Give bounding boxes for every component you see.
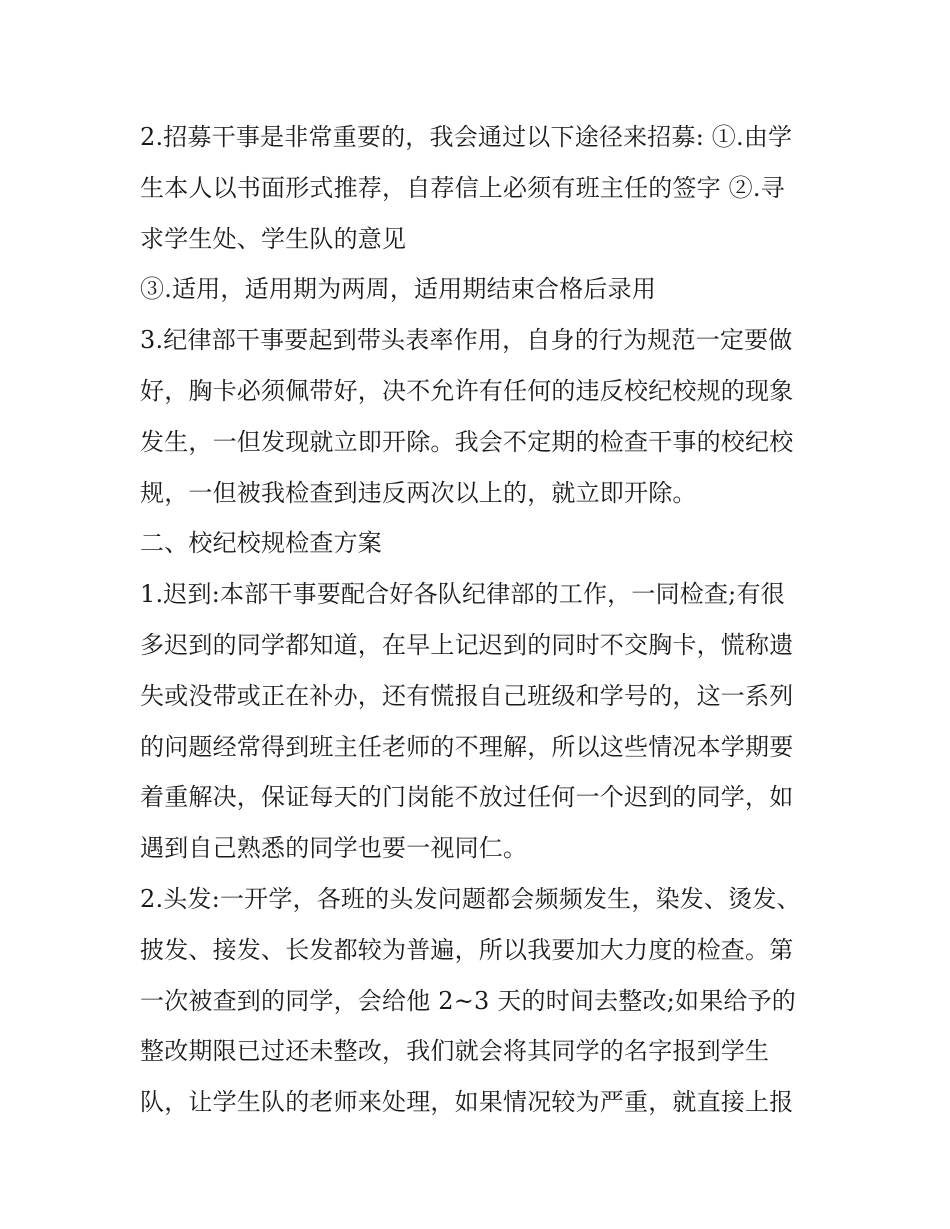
text-line: 遇到自己熟悉的同学也要一视同仁。 [140, 834, 528, 863]
section-heading: 二、校纪校规检查方案 [140, 529, 382, 558]
text-line: 着重解决，保证每天的门岗能不放过任何一个迟到的同学，如 [140, 783, 794, 812]
text-line: 好，胸卡必须佩带好，决不允许有任何的违反校纪校规的现象 [140, 376, 794, 405]
text-line: 失或没带或正在补办，还有慌报自己班级和学号的，这一系列 [140, 681, 794, 710]
text-line: 的问题经常得到班主任老师的不理解，所以这些情况本学期要 [140, 732, 794, 761]
text-line: 2.头发:一开学，各班的头发问题都会频频发生，染发、烫发、 [140, 884, 801, 913]
document-body [140, 112, 820, 1128]
text-line: 队，让学生队的老师来处理，如果情况较为严重，就直接上报 [140, 1088, 794, 1117]
text-line: 多迟到的同学都知道，在早上记迟到的同时不交胸卡，慌称遗 [140, 630, 794, 659]
text-line: 规，一但被我检查到违反两次以上的，就立即开除。 [140, 478, 697, 507]
text-line: 1.迟到:本部干事要配合好各队纪律部的工作，一同检查;有很 [140, 580, 785, 609]
text-line: 披发、接发、长发都较为普遍，所以我要加大力度的检查。第 [140, 935, 794, 964]
text-line: 求学生处、学生队的意见 [140, 224, 407, 253]
text-line: 生本人以书面形式推荐，自荐信上必须有班主任的签字 ②.寻 [140, 173, 785, 202]
text-line: 发生，一但发现就立即开除。我会不定期的检查干事的校纪校 [140, 427, 794, 456]
text-line: 一次被查到的同学，会给他 2~3 天的时间去整改;如果给予的 [140, 986, 796, 1015]
text-line: 整改期限已过还未整改，我们就会将其同学的名字报到学生 [140, 1037, 770, 1066]
text-line: 2.招募干事是非常重要的，我会通过以下途径来招募: ①.由学 [140, 123, 793, 151]
text-line: 3.纪律部干事要起到带头表率作用，自身的行为规范一定要做 [140, 326, 793, 355]
text-line: ③.适用，适用期为两周，适用期结束合格后录用 [140, 275, 657, 304]
